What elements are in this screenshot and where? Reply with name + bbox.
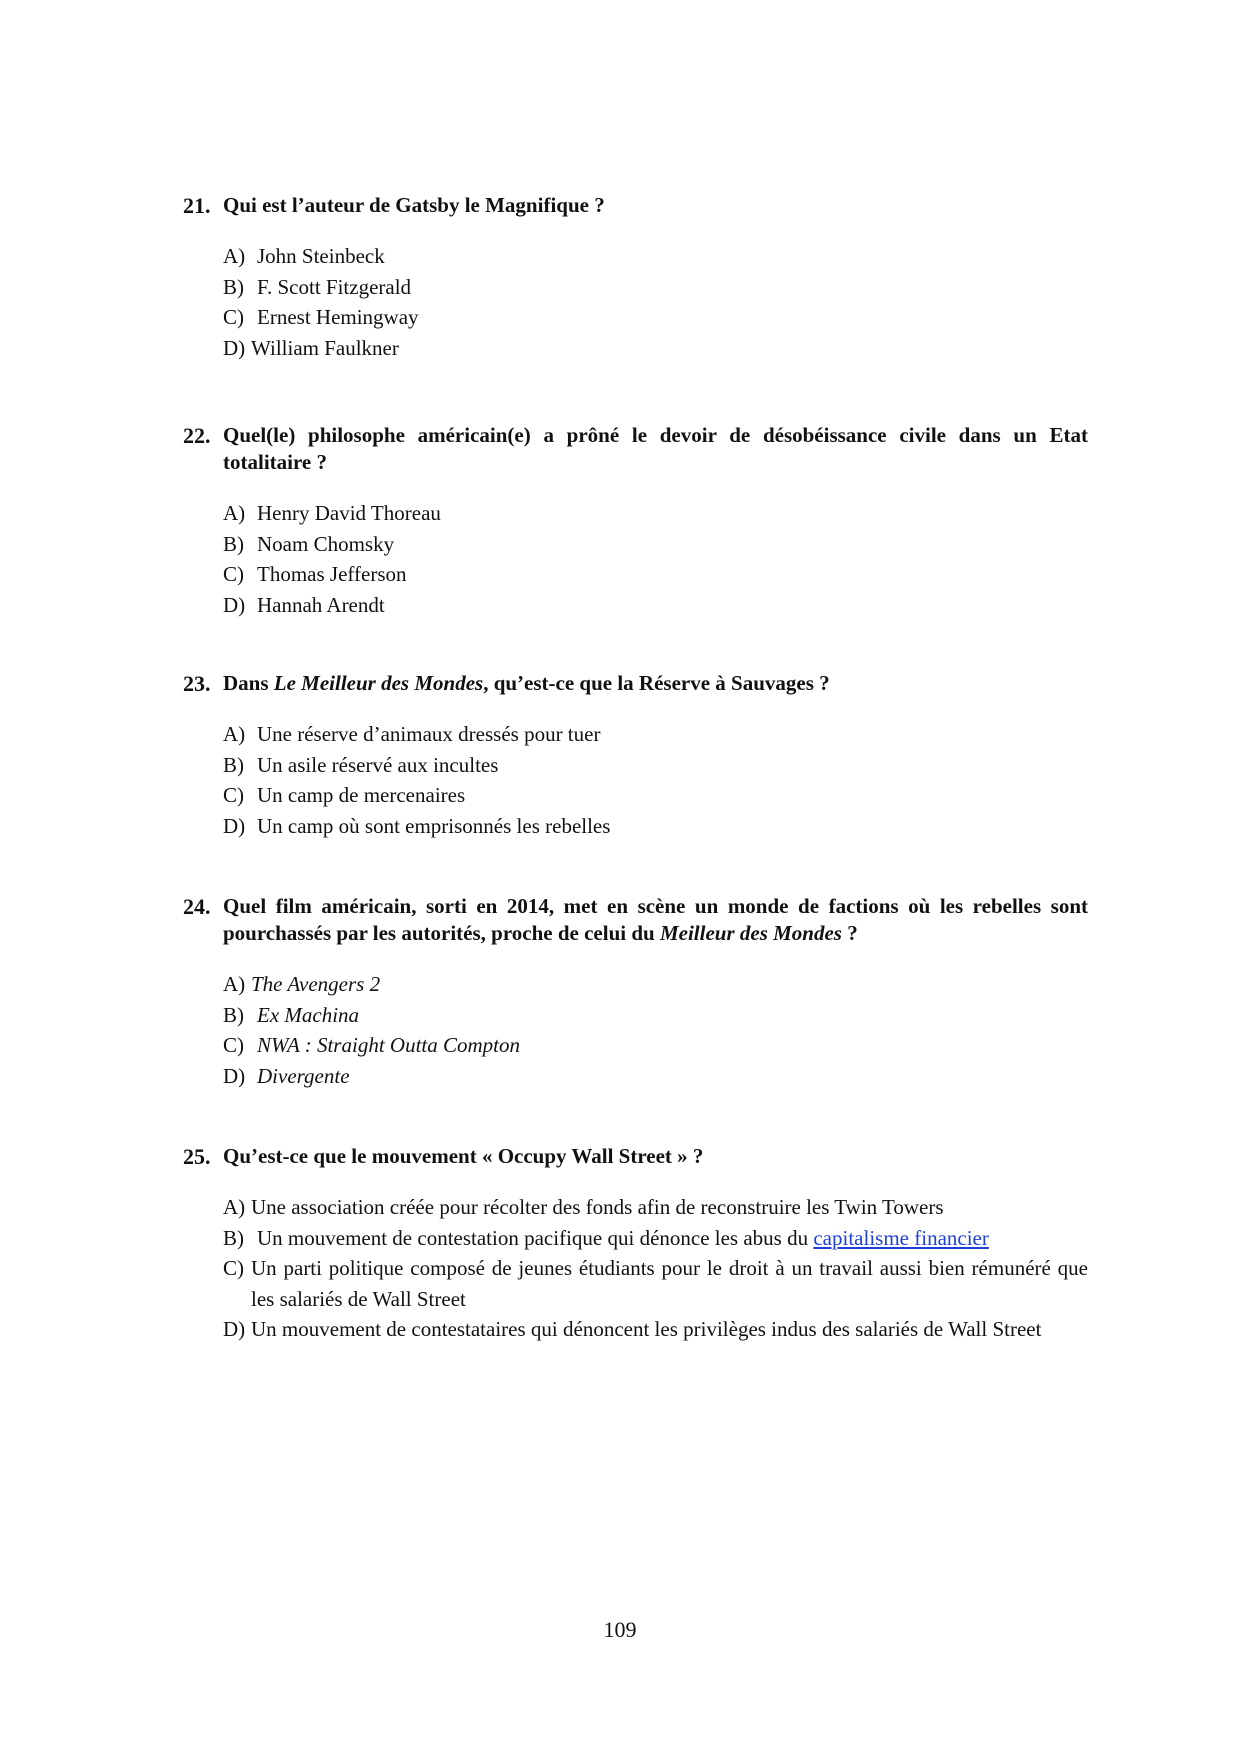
question-heading (183, 1143, 1088, 1170)
question-text: Quel(le) philosophe américain(e) a prôné le devoir de désobéissance civile dans un Etat totalitaire ? (223, 423, 1088, 474)
option-c (223, 302, 1088, 333)
option-text: Un asile réservé aux incultes (257, 752, 499, 777)
question-text (223, 671, 830, 695)
option-letter: B) (223, 274, 244, 299)
option-letter: C) (223, 1033, 244, 1057)
option-text: Une réserve d’animaux dressés pour tuer (257, 722, 601, 746)
question-text-part: Quel film américain, sorti en 2014, met en scène un monde de factions où les rebelles sont pourchassés par les autorités, proche de celui du (223, 894, 1088, 945)
option-b (223, 1223, 1088, 1254)
option-letter: C) (223, 1256, 244, 1280)
option-text: F. Scott Fitzgerald (257, 274, 412, 299)
option-c (223, 1030, 1088, 1061)
option-a (223, 719, 1088, 750)
question-text: Qui est l’auteur de Gatsby le Magnifique ? (223, 193, 605, 217)
option-letter: A) (223, 722, 246, 746)
option-letter: D) (223, 1063, 246, 1088)
option-d (223, 811, 1088, 842)
question-25 (183, 1143, 1088, 1345)
option-letter: A) (223, 501, 246, 525)
option-letter: D) (223, 592, 246, 617)
question-21 (183, 192, 1088, 363)
capitalisme-financier-link[interactable]: capitalisme financier (813, 1225, 989, 1250)
option-d (223, 333, 1088, 364)
answer-options (183, 969, 1088, 1091)
question-24 (183, 893, 1088, 1091)
option-text: Thomas Jefferson (257, 562, 407, 586)
option-text: William Faulkner (251, 335, 399, 360)
question-22 (183, 422, 1088, 620)
option-a (223, 969, 1088, 1000)
option-letter: D) (223, 335, 246, 360)
option-letter: D) (223, 813, 246, 838)
option-a (223, 1192, 1088, 1223)
option-text: Ex Machina (257, 1002, 360, 1027)
question-text: Qu’est-ce que le mouvement « Occupy Wall Street » ? (223, 1144, 704, 1168)
option-letter: B) (223, 1002, 244, 1027)
option-text: Henry David Thoreau (257, 501, 441, 525)
option-text: Hannah Arendt (257, 592, 385, 617)
option-text: Un mouvement de contestation pacifique qui dénonce les abus du (257, 1225, 814, 1250)
option-letter: C) (223, 562, 244, 586)
option-letter: A) (223, 1195, 246, 1219)
option-text: Noam Chomsky (257, 531, 395, 556)
option-text: Ernest Hemingway (257, 305, 419, 329)
book-title: Meilleur des Mondes (659, 921, 842, 945)
option-d (223, 1314, 1088, 1345)
option-letter: D) (223, 1317, 246, 1341)
option-text: Un camp de mercenaires (257, 783, 466, 807)
option-text: Divergente (257, 1063, 350, 1088)
book-title: Le Meilleur des Mondes (273, 671, 484, 695)
answer-options (183, 498, 1088, 620)
question-text-part: , qu’est-ce que la Réserve à Sauvages ? (483, 671, 830, 695)
option-letter: B) (223, 531, 244, 556)
option-b (223, 529, 1088, 560)
option-d (223, 1061, 1088, 1092)
option-a (223, 498, 1088, 529)
option-b (223, 750, 1088, 781)
option-letter: C) (223, 783, 244, 807)
question-text-part: ? (841, 921, 858, 945)
question-heading (183, 422, 1088, 476)
option-text: NWA : Straight Outta Compton (257, 1033, 520, 1057)
question-heading (183, 192, 1088, 219)
option-letter: C) (223, 305, 244, 329)
option-letter: A) (223, 244, 246, 268)
option-text: Un mouvement de contestataires qui dénoncent les privilèges indus des salariés de Wall Street (251, 1317, 1042, 1341)
question-number: 21. (183, 193, 211, 218)
option-letter: B) (223, 1225, 244, 1250)
option-c (223, 1253, 1088, 1314)
option-letter: A) (223, 972, 246, 996)
page-number: 109 (603, 1617, 637, 1642)
option-c (223, 780, 1088, 811)
question-heading (183, 670, 1088, 697)
question-heading (183, 893, 1088, 947)
option-text: The Avengers 2 (251, 972, 381, 996)
option-text: Un camp où sont emprisonnés les rebelles (257, 813, 611, 838)
option-text: John Steinbeck (257, 244, 385, 268)
option-letter: B) (223, 752, 244, 777)
question-number: 22. (183, 423, 211, 448)
option-text: Une association créée pour récolter des fonds afin de reconstruire les Twin Towers (251, 1195, 944, 1219)
option-b (223, 272, 1088, 303)
question-number: 23. (183, 671, 211, 696)
option-b (223, 1000, 1088, 1031)
question-number: 25. (183, 1144, 211, 1169)
answer-options (183, 1192, 1088, 1345)
answer-options (183, 241, 1088, 363)
answer-options (183, 719, 1088, 841)
question-text (223, 894, 1088, 945)
question-text-part: Dans (223, 671, 274, 695)
option-a (223, 241, 1088, 272)
option-text: Un parti politique composé de jeunes étudiants pour le droit à un travail aussi bien rémunéré que les salariés de Wall Street (251, 1256, 1088, 1311)
option-d (223, 590, 1088, 621)
question-number: 24. (183, 894, 211, 919)
option-c (223, 559, 1088, 590)
question-23 (183, 670, 1088, 841)
